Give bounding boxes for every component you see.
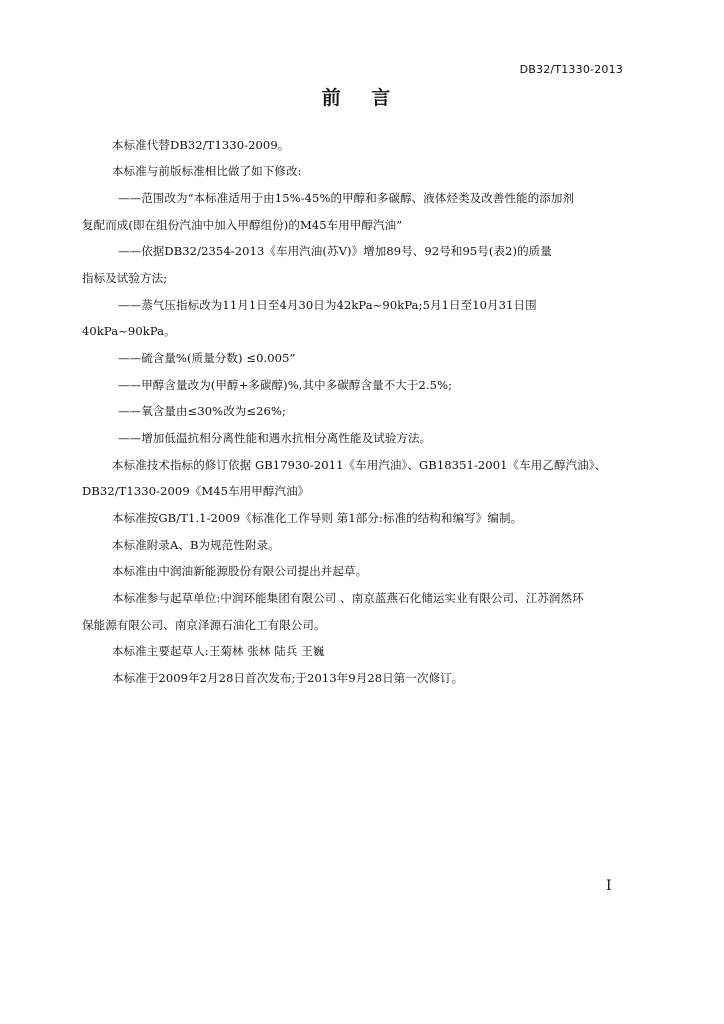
paragraph-line: ——氧含量由≤30%改为≤26%;	[118, 404, 286, 418]
paragraph-line: ——范围改为“本标准适用于由15%-45%的甲醇和多碳醇、液体烃类及改善性能的添加剂	[118, 191, 575, 205]
paragraph-line: 本标准代替DB32/T1330-2009。	[112, 138, 290, 152]
page-title: 前 言	[321, 87, 403, 109]
paragraph-line: ——硫含量%(质量分数) ≤0.005”	[118, 351, 296, 365]
document-code: DB32/T1330-2013	[519, 63, 623, 76]
paragraph-line: 本标准附录A、B为规范性附录。	[112, 538, 280, 552]
paragraph-line: 保能源有限公司、南京泽源石油化工有限公司。	[82, 618, 326, 632]
paragraph-line: 本标准按GB/T1.1-2009《标准化工作导则 第1部分:标准的结构和编写》编制。	[112, 511, 523, 525]
paragraph-line: 复配而成(即在组份汽油中加入甲醇组份)的M45车用甲醇汽油”	[82, 218, 403, 232]
paragraph-line: 本标准参与起草单位:中润环能集团有限公司 、南京蓝燕石化储运实业有限公司、江苏润然环	[112, 591, 584, 605]
paragraph-line: 本标准于2009年2月28日首次发布;于2013年9月28日第一次修订。	[112, 671, 464, 685]
paragraph-line: 本标准由中润油新能源股份有限公司提出并起草。	[112, 564, 368, 578]
paragraph-line: ——增加低温抗相分离性能和遇水抗相分离性能及试验方法。	[118, 431, 432, 445]
page-number: I	[606, 878, 612, 894]
paragraph-line: ——甲醇含量改为(甲醇+多碳醇)%,其中多碳醇含量不大于2.5%;	[118, 378, 453, 392]
paragraph-line: DB32/T1330-2009《M45车用甲醇汽油》	[82, 484, 310, 498]
paragraph-line: 指标及试验方法;	[82, 271, 168, 285]
paragraph-line: 本标准与前版标准相比做了如下修改:	[112, 164, 302, 178]
paragraph-line: ——依据DB32/2354-2013《车用汽油(苏V)》增加89号、92号和95号(表2)的质量	[118, 244, 552, 258]
paragraph-line: ——蒸气压指标改为11月1日至4月30日为42kPa~90kPa;5月1日至10月31日围	[118, 298, 537, 312]
paragraph-line: 本标准主要起草人:王菊林 张林 陆兵 王巍	[112, 644, 325, 658]
paragraph-line: 本标准技术指标的修订依据 GB17930-2011《车用汽油》、GB18351-2001《车用乙醇汽油》、	[112, 458, 607, 472]
paragraph-line: 40kPa~90kPa。	[82, 324, 176, 338]
